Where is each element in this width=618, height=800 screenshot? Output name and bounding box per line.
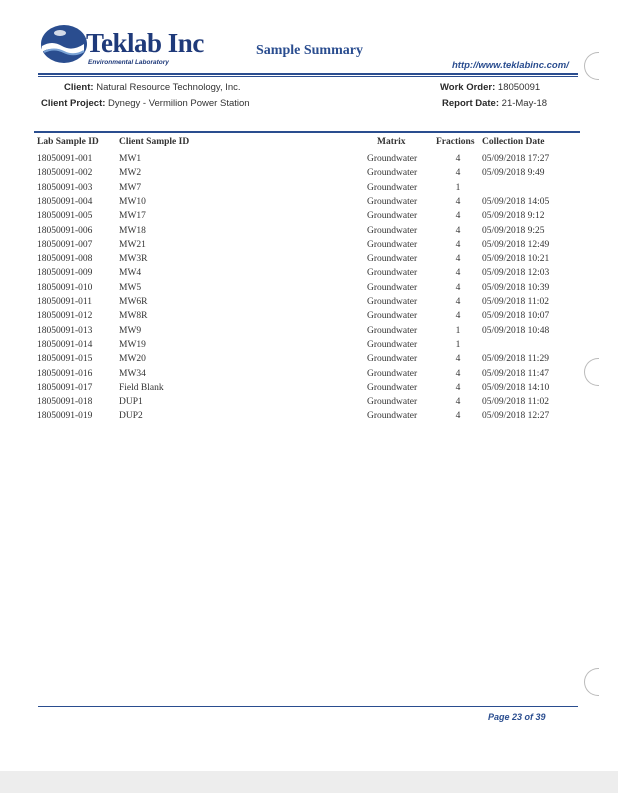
cell-fractions: 1 — [455, 182, 461, 193]
header-client-sample-id: Client Sample ID — [119, 137, 190, 147]
table-row — [0, 226, 618, 240]
cell-client-sample-id: MW2 — [119, 168, 142, 179]
cell-client-sample-id: MW5 — [119, 282, 142, 293]
table-row — [0, 354, 618, 368]
cell-fractions: 4 — [455, 354, 461, 365]
header-divider — [38, 73, 578, 75]
cell-lab-sample-id: 18050091-015 — [37, 354, 93, 365]
cell-fractions: 4 — [455, 297, 461, 307]
scan-bottom-band — [0, 771, 618, 793]
table-row — [0, 168, 618, 182]
cell-lab-sample-id: 18050091-004 — [37, 196, 93, 207]
cell-client-sample-id: MW20 — [119, 354, 146, 365]
cell-collection-date: 05/09/2018 11:29 — [482, 354, 549, 365]
cell-lab-sample-id: 18050091-006 — [37, 225, 93, 236]
table-row — [0, 369, 618, 383]
cell-collection-date: 05/09/2018 10:21 — [482, 254, 550, 265]
cell-matrix: Groundwater — [367, 411, 418, 422]
cell-lab-sample-id: 18050091-013 — [37, 325, 93, 336]
header-matrix: Matrix — [377, 137, 406, 147]
cell-lab-sample-id: 18050091-017 — [37, 382, 93, 393]
cell-fractions: 4 — [455, 411, 461, 422]
cell-matrix: Groundwater — [367, 382, 418, 393]
website-link[interactable]: http://www.teklabinc.com/ — [452, 60, 569, 71]
report-date-label: Report Date: — [442, 98, 500, 109]
cell-client-sample-id: MW19 — [119, 339, 146, 350]
cell-fractions: 1 — [455, 339, 461, 350]
footer-divider — [38, 706, 578, 707]
project-line — [41, 98, 250, 109]
report-date-value: 21-May-18 — [501, 98, 548, 109]
cell-client-sample-id: MW9 — [119, 325, 142, 336]
cell-collection-date: 05/09/2018 10:07 — [482, 311, 550, 322]
table-row — [0, 283, 618, 297]
cell-fractions: 4 — [455, 196, 461, 207]
cell-client-sample-id: MW10 — [119, 196, 146, 207]
cell-matrix: Groundwater — [367, 211, 418, 222]
cell-client-sample-id: Field Blank — [119, 382, 164, 393]
cell-matrix: Groundwater — [367, 297, 418, 307]
cell-fractions: 4 — [455, 168, 461, 179]
cell-matrix: Groundwater — [367, 239, 418, 250]
cell-collection-date: 05/09/2018 17:27 — [482, 154, 550, 164]
table-row — [0, 240, 618, 254]
cell-collection-date: 05/09/2018 12:49 — [482, 239, 550, 250]
cell-lab-sample-id: 18050091-009 — [37, 268, 93, 279]
cell-collection-date: 05/09/2018 9:12 — [482, 211, 545, 222]
cell-lab-sample-id: 18050091-002 — [37, 168, 93, 179]
cell-client-sample-id: MW21 — [119, 239, 146, 250]
cell-client-sample-id: MW1 — [119, 154, 142, 164]
table-row — [0, 311, 618, 325]
cell-client-sample-id: MW34 — [119, 368, 146, 379]
cell-fractions: 4 — [455, 225, 461, 236]
cell-matrix: Groundwater — [367, 282, 418, 293]
cell-matrix: Groundwater — [367, 182, 418, 193]
cell-matrix: Groundwater — [367, 339, 418, 350]
report-date-line — [442, 98, 547, 109]
table-top-rule — [34, 131, 580, 133]
cell-matrix: Groundwater — [367, 397, 418, 408]
cell-collection-date: 05/09/2018 14:10 — [482, 382, 550, 393]
table-row — [0, 183, 618, 197]
cell-collection-date: 05/09/2018 11:02 — [482, 397, 549, 408]
cell-fractions: 4 — [455, 268, 461, 279]
header-lab-sample-id: Lab Sample ID — [37, 137, 99, 147]
cell-matrix: Groundwater — [367, 354, 418, 365]
cell-lab-sample-id: 18050091-018 — [37, 397, 93, 408]
table-row — [0, 383, 618, 397]
table-row — [0, 397, 618, 411]
cell-collection-date: 05/09/2018 14:05 — [482, 196, 550, 207]
client-value: Natural Resource Technology, Inc. — [96, 82, 241, 93]
cell-lab-sample-id: 18050091-014 — [37, 339, 93, 350]
logo-wordmark: Teklab Inc — [86, 28, 204, 58]
table-row — [0, 211, 618, 225]
cell-lab-sample-id: 18050091-007 — [37, 239, 93, 250]
cell-lab-sample-id: 18050091-003 — [37, 182, 93, 193]
cell-matrix: Groundwater — [367, 196, 418, 207]
cell-matrix: Groundwater — [367, 311, 418, 322]
cell-fractions: 4 — [455, 397, 461, 408]
page-title: Sample Summary — [256, 43, 363, 58]
cell-collection-date: 05/09/2018 9:49 — [482, 168, 545, 179]
cell-collection-date: 05/09/2018 11:02 — [482, 297, 549, 307]
cell-client-sample-id: MW7 — [119, 182, 142, 193]
client-label: Client: — [64, 82, 94, 93]
cell-lab-sample-id: 18050091-019 — [37, 411, 93, 422]
table-row — [0, 340, 618, 354]
cell-fractions: 4 — [455, 282, 461, 293]
cell-matrix: Groundwater — [367, 325, 418, 336]
cell-collection-date: 05/09/2018 9:25 — [482, 225, 545, 236]
cell-client-sample-id: MW4 — [119, 268, 142, 279]
binder-hole-bottom — [584, 668, 599, 696]
project-label: Client Project: — [41, 98, 106, 109]
header-fractions: Fractions — [436, 137, 475, 147]
work-order-value: 18050091 — [497, 82, 541, 93]
work-order-line — [440, 82, 540, 93]
cell-matrix: Groundwater — [367, 154, 418, 164]
table-row — [0, 326, 618, 340]
header-collection-date: Collection Date — [482, 137, 545, 147]
cell-collection-date: 05/09/2018 10:48 — [482, 325, 550, 336]
cell-matrix: Groundwater — [367, 225, 418, 236]
cell-matrix: Groundwater — [367, 168, 418, 179]
work-order-label: Work Order: — [440, 82, 496, 93]
cell-fractions: 4 — [455, 211, 461, 222]
client-line — [64, 82, 241, 93]
table-row — [0, 411, 618, 425]
cell-collection-date: 05/09/2018 12:03 — [482, 268, 550, 279]
binder-hole-top — [584, 52, 599, 80]
cell-matrix: Groundwater — [367, 254, 418, 265]
table-row — [0, 254, 618, 268]
header-divider-thin — [38, 76, 578, 77]
cell-client-sample-id: MW17 — [119, 211, 146, 222]
cell-collection-date: 05/09/2018 11:47 — [482, 368, 549, 379]
cell-fractions: 1 — [455, 325, 461, 336]
cell-fractions: 4 — [455, 311, 461, 322]
cell-fractions: 4 — [455, 254, 461, 265]
project-value: Dynegy - Vermilion Power Station — [108, 98, 250, 109]
table-row — [0, 297, 618, 311]
cell-lab-sample-id: 18050091-016 — [37, 368, 93, 379]
table-row — [0, 154, 618, 168]
cell-matrix: Groundwater — [367, 268, 418, 279]
table-row — [0, 197, 618, 211]
cell-lab-sample-id: 18050091-012 — [37, 311, 93, 322]
cell-lab-sample-id: 18050091-010 — [37, 282, 93, 293]
cell-lab-sample-id: 18050091-001 — [37, 154, 93, 164]
cell-client-sample-id: MW6R — [119, 297, 148, 307]
cell-fractions: 4 — [455, 368, 461, 379]
cell-lab-sample-id: 18050091-005 — [37, 211, 93, 222]
cell-client-sample-id: MW18 — [119, 225, 146, 236]
cell-client-sample-id: MW8R — [119, 311, 148, 322]
cell-lab-sample-id: 18050091-011 — [37, 297, 93, 307]
logo-tagline: Environmental Laboratory — [88, 59, 169, 66]
cell-fractions: 4 — [455, 382, 461, 393]
cell-client-sample-id: DUP2 — [119, 411, 143, 422]
cell-collection-date: 05/09/2018 10:39 — [482, 282, 550, 293]
cell-lab-sample-id: 18050091-008 — [37, 254, 93, 265]
cell-fractions: 4 — [455, 154, 461, 164]
cell-collection-date: 05/09/2018 12:27 — [482, 411, 550, 422]
cell-matrix: Groundwater — [367, 368, 418, 379]
table-row — [0, 268, 618, 282]
cell-client-sample-id: DUP1 — [119, 397, 143, 408]
page-number: Page 23 of 39 — [488, 712, 546, 722]
cell-client-sample-id: MW3R — [119, 254, 148, 265]
cell-fractions: 4 — [455, 239, 461, 250]
